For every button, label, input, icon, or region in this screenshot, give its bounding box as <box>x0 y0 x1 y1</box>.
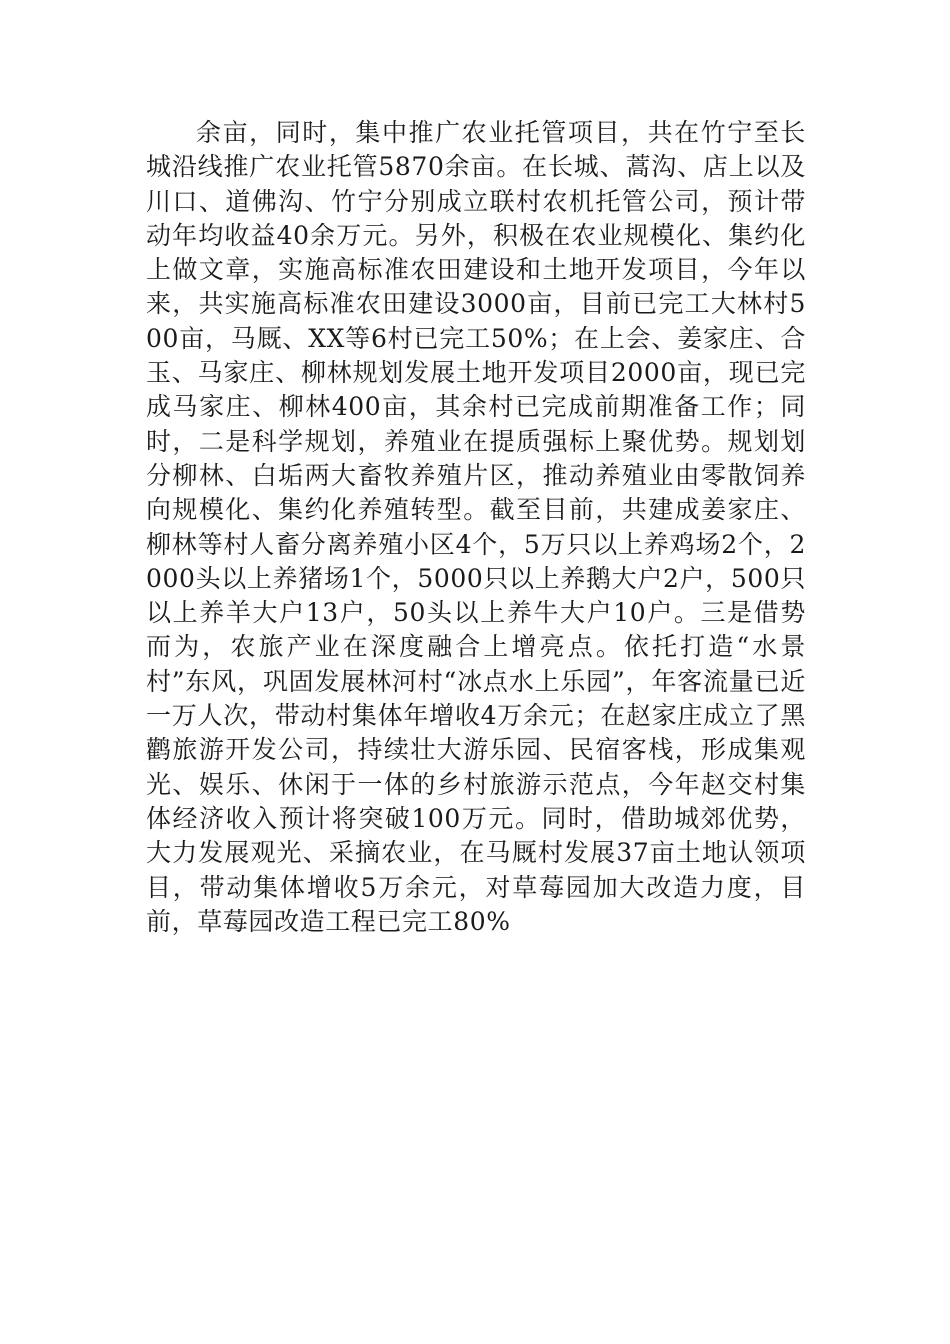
body-paragraph: 余亩，同时，集中推广农业托管项目，共在竹宁至长城沿线推广农业托管5870余亩。在长城、蒿沟、店上以及川口、道佛沟、竹宁分别成立联村农机托管公司，预计带动年均收益40余万元。另外，积极在农业规模化、集约化上做文章，实施高标准农田建设和土地开发项目，今年以来，共实施高标准农田建设3000亩，目前已完工大林村500亩，马厩、XX等6村已完工50%；在上会、姜家庄、合玉、马家庄、柳林规划发展土地开发项目2000亩，现已完成马家庄、柳林400亩，其余村已完成前期准备工作；同时，二是科学规划，养殖业在提质强标上聚优势。规划划分柳林、白垢两大畜牧养殖片区，推动养殖业由零散饲养向规模化、集约化养殖转型。截至目前，共建成姜家庄、柳林等村人畜分离养殖小区4个，5万只以上养鸡场2个，2000头以上养猪场1个，5000只以上养鹅大户2户，500只以上养羊大户13户，50头以上养牛大户10户。三是借势而为，农旅产业在深度融合上增亮点。依托打造“水景村”东风，巩固发展林河村“冰点水上乐园”，年客流量已近一万人次，带动村集体年增收4万余元；在赵家庄成立了黑鹳旅游开发公司，持续壮大游乐园、民宿客栈，形成集观光、娱乐、休闲于一体的乡村旅游示范点，今年赵交村集体经济收入预计将突破100万元。同时，借助城郊优势，大力发展观光、采摘农业，在马厩村发展37亩土地认领项目，带动集体增收5万余元，对草莓园加大改造力度，目前，草莓园改造工程已完工80% <box>146 118 806 936</box>
